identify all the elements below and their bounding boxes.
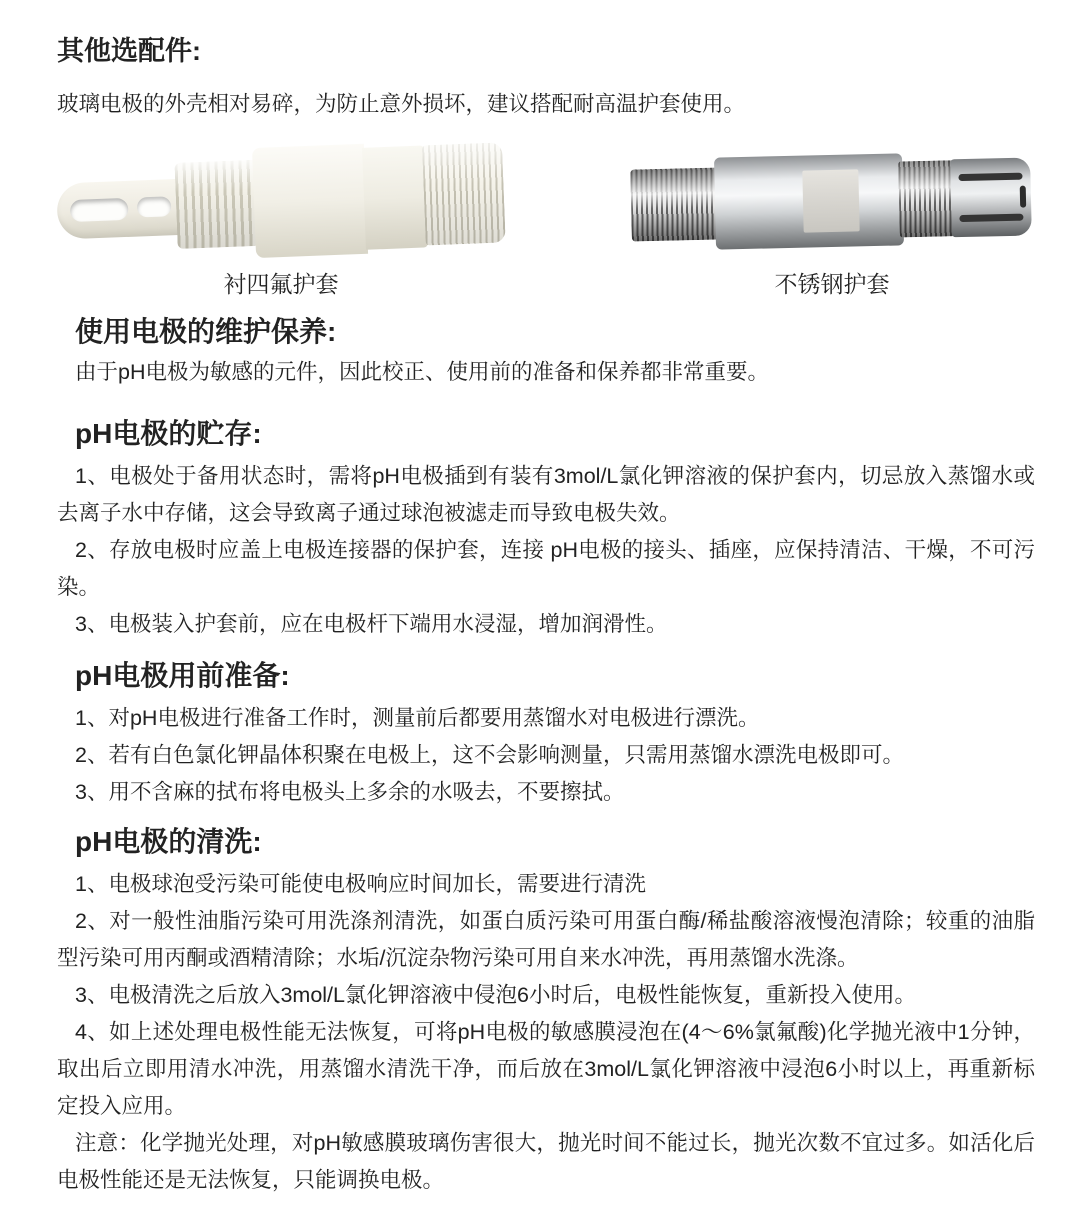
ptfe-sleeve-caption: 衬四氟护套 [223,271,339,297]
steel-thread-middle [898,160,956,237]
ptfe-tip-slot-large [70,198,129,222]
storage-item-3: 3、电极装入护套前，应在电极杆下端用水浸湿，增加润滑性。 [75,612,668,636]
cleaning-heading: pH电极的清洗: [75,826,262,857]
steel-collet-slot-bottom [959,214,1023,222]
maintenance-heading: 使用电极的维护保养: [75,316,337,347]
ptfe-end-thread [422,142,506,245]
maintenance-paragraph: 由于pH电极为敏感的元件，因此校正、使用前的准备和保养都非常重要。 [75,360,769,384]
preparation-item-1: 1、对pH电极进行准备工作时，测量前后都要用蒸馏水对电极进行漂洗。 [75,706,760,730]
ptfe-sleeve-shape [55,132,507,269]
preparation-item-3: 3、用不含麻的拭布将电极头上多余的水吸去，不要擦拭。 [75,780,625,804]
section-cleaning [57,823,1035,1199]
section-storage [57,415,1035,643]
preparation-item-2: 2、若有白色氯化钾晶体积聚在电极上，这不会影响测量，只需用蒸馏水漂洗电极即可。 [75,743,904,767]
intro-title: 其他选配件: [57,36,201,66]
cleaning-item-1: 1、电极球泡受污染可能使电极响应时间加长，需要进行清洗 [75,872,646,896]
product-figures [57,141,1035,299]
cleaning-note: 注意：化学抛光处理，对pH敏感膜玻璃伤害很大，抛光时间不能过长，抛光次数不宜过多。如活化后电极性能还是无法恢复，只能调换电极。 [57,1131,1035,1192]
steel-sleeve-figure [631,141,1033,299]
ptfe-neck [362,145,428,249]
storage-item-1: 1、电极处于备用状态时，需将pH电极插到有装有3mol/L氯化钾溶液的保护套内，切忌放入蒸馏水或去离子水中存储，这会导致离子通过球泡被滤走而导致电极失效。 [57,464,1035,525]
storage-item-2: 2、存放电极时应盖上电极连接器的保护套，连接 pH电极的接头、插座，应保持清洁、干燥，不可污染。 [57,538,1035,599]
ptfe-sleeve-figure [57,141,505,299]
cleaning-item-4: 4、如上述处理电极性能无法恢复，可将pH电极的敏感膜浸泡在(4～6%氯氟酸)化学抛光液中1分钟，取出后立即用清水冲洗，用蒸馏水清洗干净，而后放在3mol/L氯化钾溶液中浸泡6小时以上，再重新标定投入应用。 [57,1020,1035,1118]
steel-sleeve-caption: 不锈钢护套 [774,271,890,297]
steel-collet-end [950,157,1032,237]
steel-barrel [714,153,904,249]
cleaning-item-3: 3、电极清洗之后放入3mol/L氯化钾溶液中侵泡6小时后，电极性能恢复，重新投入使用。 [75,983,916,1007]
steel-sleeve-image [631,141,1033,261]
preparation-heading: pH电极用前准备: [75,660,290,691]
ptfe-threaded-collar [174,160,259,249]
steel-sleeve-shape [630,150,1032,251]
storage-heading: pH电极的贮存: [75,418,262,449]
intro-paragraph: 玻璃电极的外壳相对易碎，为防止意外损坏，建议搭配耐高温护套使用。 [57,92,746,116]
steel-label-patch [802,169,859,232]
ptfe-body [252,144,368,258]
ptfe-tip-slot-small [137,196,172,217]
steel-thread-left [630,168,720,242]
ptfe-sleeve-image [57,141,505,261]
steel-collet-slit [1020,186,1026,208]
steel-collet-slot-top [958,173,1022,181]
cleaning-item-2: 2、对一般性油脂污染可用洗涤剂清洗，如蛋白质污染可用蛋白酶/稀盐酸溶液慢泡清除；较重的油脂型污染可用丙酮或酒精清除；水垢/沉淀杂物污染可用自来水冲洗，再用蒸馏水洗涤。 [57,909,1035,970]
section-maintenance [57,313,1035,387]
section-preparation [57,657,1035,811]
ptfe-tip [56,179,182,240]
